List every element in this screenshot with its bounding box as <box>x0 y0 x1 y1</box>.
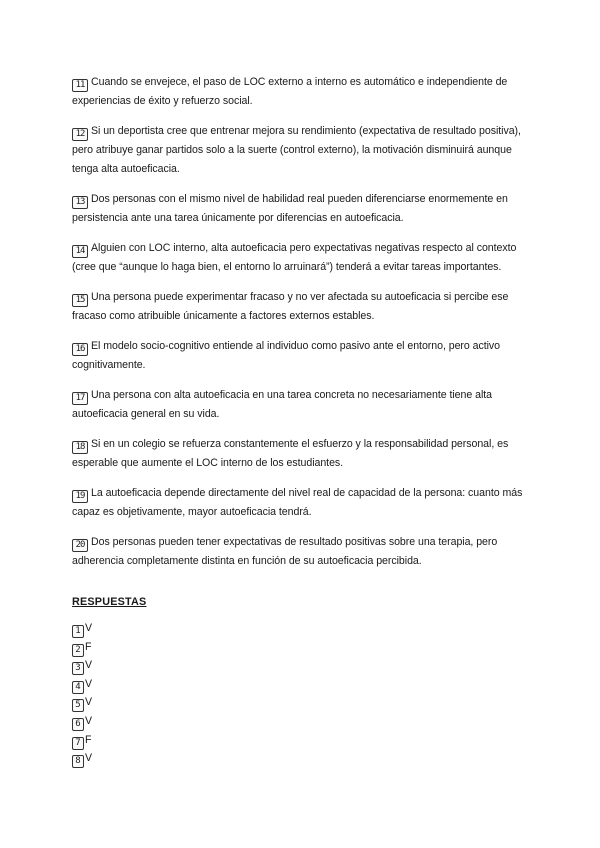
answer-number-badge: 1 <box>72 625 84 638</box>
question-text: Dos personas pueden tener expectativas de resultado positivas sobre una terapia, pero adherencia completamente distinta en función de su autoeficacia percibida. <box>72 536 498 568</box>
answer-item <box>72 731 534 750</box>
answer-value: V <box>85 622 93 635</box>
answer-value: V <box>85 696 93 709</box>
answer-value: V <box>85 752 93 765</box>
question-item <box>72 122 534 178</box>
answer-number-badge: 7 <box>72 737 84 750</box>
answer-value: F <box>85 733 92 746</box>
answers-heading: RESPUESTAS <box>72 596 147 609</box>
answer-number-badge: 8 <box>72 755 84 768</box>
question-item <box>72 73 534 111</box>
question-text: Una persona puede experimentar fracaso y no ver afectada su autoeficacia si percibe ese fracaso como atribuible únicamente a factores externos estables. <box>72 290 509 322</box>
answer-item <box>72 619 534 638</box>
question-text: Si un deportista cree que entrenar mejora su rendimiento (expectativa de resultado positiva), pero atribuye ganar partidos solo a la suerte (control externo), la motivación disminuirá aunque tenga alta autoeficacia. <box>72 125 521 175</box>
question-text: Cuando se envejece, el paso de LOC externo a interno es automático e independiente de experiencias de éxito y refuerzo social. <box>72 76 508 107</box>
question-item <box>72 435 534 473</box>
answer-number-badge: 4 <box>72 681 84 694</box>
question-text: Una persona con alta autoeficacia en una tarea concreta no necesariamente tiene alta autoeficacia general en su vida. <box>72 389 492 421</box>
question-item <box>72 484 534 522</box>
answer-value: V <box>85 659 93 672</box>
answer-value: F <box>85 640 92 653</box>
question-list <box>72 73 534 571</box>
answer-item <box>72 656 534 675</box>
question-number-badge: 11 <box>72 79 88 92</box>
question-item <box>72 239 534 277</box>
question-text: Dos personas con el mismo nivel de habilidad real pueden diferenciarse enormemente en persistencia ante una tarea únicamente por diferencias en autoeficacia. <box>72 192 508 224</box>
answer-list <box>72 619 534 768</box>
question-number-badge: 14 <box>72 245 88 258</box>
answer-item <box>72 675 534 694</box>
question-item <box>72 190 534 228</box>
question-number-badge: 18 <box>72 441 88 454</box>
question-text: La autoeficacia depende directamente del nivel real de capacidad de la persona: cuanto más capaz es objetivamente, mayor autoeficacia tendrá. <box>72 487 523 519</box>
answer-item <box>72 749 534 768</box>
question-number-badge: 19 <box>72 490 88 503</box>
question-number-badge: 20 <box>72 539 88 552</box>
question-number-badge: 17 <box>72 392 88 405</box>
answer-number-badge: 2 <box>72 644 84 657</box>
question-item <box>72 386 534 424</box>
answer-number-badge: 6 <box>72 718 84 731</box>
question-number-badge: 15 <box>72 294 88 307</box>
answer-item <box>72 712 534 731</box>
question-text: Si en un colegio se refuerza constantemente el esfuerzo y la responsabilidad personal, es esperable que aumente el LOC interno de los estudiantes. <box>72 438 509 470</box>
question-item <box>72 288 534 326</box>
question-item <box>72 337 534 375</box>
question-item <box>72 533 534 571</box>
answer-item <box>72 693 534 712</box>
question-text: Alguien con LOC interno, alta autoeficacia pero expectativas negativas respecto al contexto (cree que “aunque lo haga bien, el entorno lo arruinará”) tenderá a evitar tareas importantes. <box>72 241 517 273</box>
question-number-badge: 13 <box>72 196 88 209</box>
answer-item <box>72 638 534 657</box>
answer-value: V <box>85 677 93 690</box>
answer-number-badge: 5 <box>72 699 84 712</box>
question-number-badge: 12 <box>72 128 88 141</box>
question-text: El modelo socio-cognitivo entiende al individuo como pasivo ante el entorno, pero activo cognitivamente. <box>72 340 501 372</box>
answer-value: V <box>85 715 93 727</box>
question-number-badge: 16 <box>72 343 88 356</box>
answer-number-badge: 3 <box>72 662 84 675</box>
